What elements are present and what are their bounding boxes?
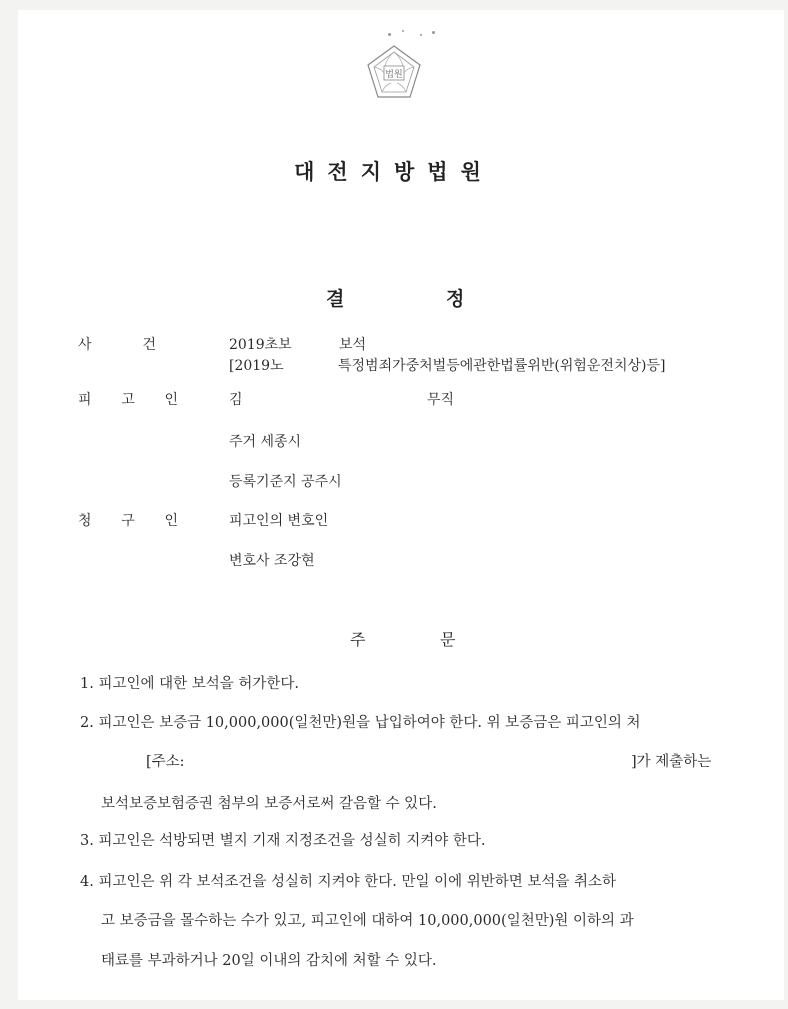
scan-speck <box>402 30 404 32</box>
case-number: 2019초보 <box>229 337 292 353</box>
doc-title-char-2: 정 <box>446 288 465 310</box>
order-item-2-line-3: 보석보증보험증권 첨부의 보증서로써 갈음할 수 있다. <box>101 796 437 812</box>
petitioner-line-1: 피고인의 변호인 <box>229 513 329 529</box>
case-number-suffix: 보석 <box>339 337 367 353</box>
related-case-number: [2019노 <box>229 358 284 374</box>
defendant-occupation: 무직 <box>427 392 455 408</box>
case-label: 사 건 <box>78 337 156 353</box>
defendant-label: 피 고 인 <box>78 392 178 408</box>
scan-speck <box>420 34 422 36</box>
defendant-registry: 등록기준지 공주시 <box>229 474 342 490</box>
order-item-3: 3. 피고인은 석방되면 별지 기재 지정조건을 성실히 지켜야 한다. <box>80 833 486 849</box>
scan-speck <box>388 33 391 36</box>
petitioner-label: 청 구 인 <box>78 513 178 529</box>
doc-title-char-1: 결 <box>326 288 345 310</box>
related-charge: 특정범죄가중처벌등에관한법률위반(위험운전치상)등] <box>338 358 666 374</box>
court-emblem <box>365 44 423 102</box>
order-item-4-line-3: 태료를 부과하거나 20일 이내의 감치에 처할 수 있다. <box>101 953 437 969</box>
order-item-2-line-1: 2. 피고인은 보증금 10,000,000(일천만)원을 납입하여야 한다. 위 보증금은 피고인의 처 <box>80 715 641 731</box>
order-item-2-address-tail: ]가 제출하는 <box>631 754 712 770</box>
order-item-1: 1. 피고인에 대한 보석을 허가한다. <box>80 676 299 692</box>
order-item-4-line-2: 고 보증금을 몰수하는 수가 있고, 피고인에 대하여 10,000,000(일천만)원 이하의 과 <box>101 913 634 929</box>
order-title-char-2: 문 <box>440 630 456 649</box>
emblem-text: 법원 <box>385 70 403 80</box>
order-item-4-line-1: 4. 피고인은 위 각 보석조건을 성실히 지켜야 한다. 만일 이에 위반하면 보석을 취소하 <box>80 874 616 890</box>
defendant-name: 김 <box>229 392 243 408</box>
court-name: 대전지방법원 <box>294 160 494 184</box>
order-title-char-1: 주 <box>350 630 366 649</box>
petitioner-line-2: 변호사 조강현 <box>229 553 315 569</box>
defendant-residence: 주거 세종시 <box>229 434 302 450</box>
scan-speck <box>432 31 435 34</box>
order-item-2-address-label: [주소: <box>146 754 185 770</box>
